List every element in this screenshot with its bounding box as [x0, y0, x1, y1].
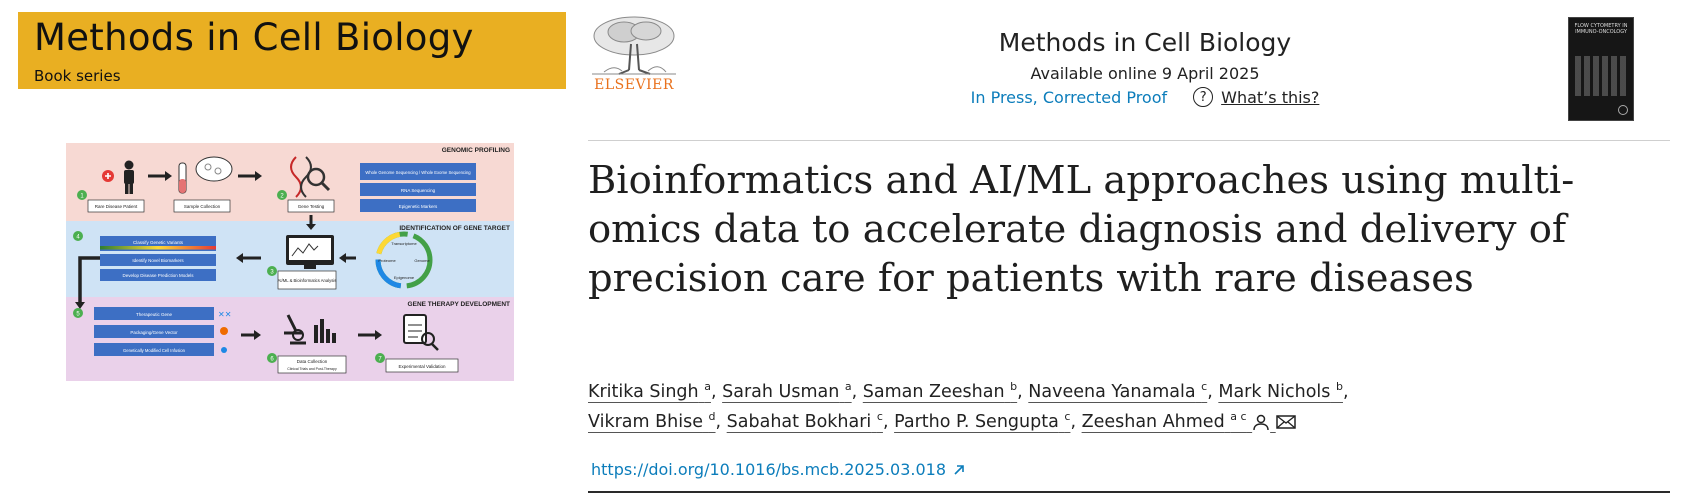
target-box: Develop Disease Prediction Models [122, 273, 194, 278]
elsevier-logo[interactable] [584, 14, 684, 96]
author-link[interactable]: Partho P. Sengupta $^c$ [894, 410, 1071, 432]
cycle-label: Proteome [378, 258, 396, 263]
step-number: 6 [270, 356, 274, 363]
step-label: Data Collection [296, 359, 328, 364]
section-label: GENE THERAPY DEVELOPMENT [407, 301, 510, 308]
sequencing-option: Whole Genome Sequencing / Whole Exome Sequencing [365, 170, 471, 175]
author-link[interactable]: Kritika Singh $^a$ [588, 380, 711, 402]
target-box: Classify Genetic Variants [133, 240, 183, 245]
graphical-abstract[interactable] [66, 143, 514, 381]
section-label: IDENTIFICATION OF GENE TARGET [399, 225, 510, 232]
whats-this-label: What’s this? [1221, 87, 1320, 107]
article-title: Bioinformatics and AI/ML approaches using multi-omics data to accelerate diagnosis and delivery of precision care for patients with rare diseases [588, 158, 1575, 301]
step-number: 4 [76, 234, 80, 241]
therapy-box: Therapeutic Gene [135, 312, 173, 317]
author-link[interactable]: Mark Nichols $^b$ [1218, 380, 1343, 402]
sequencing-option: Epigenetic Markers [398, 204, 438, 209]
target-box: Identify Novel Biomarkers [132, 258, 184, 263]
person-icon [1252, 413, 1270, 431]
series-title[interactable]: Methods in Cell Biology [34, 16, 474, 59]
author-link[interactable]: Sabahat Bokhari $^c$ [726, 410, 883, 432]
article-divider [588, 491, 1670, 493]
header-divider [588, 140, 1670, 141]
therapy-boxes [94, 307, 214, 356]
journal-name[interactable]: Methods in Cell Biology [998, 28, 1292, 57]
step-number: 7 [378, 356, 382, 363]
step-number: 2 [280, 193, 284, 200]
series-subtitle: Book series [34, 67, 121, 85]
data-collection-note: Clinical Trials and Post-Therapy [287, 367, 337, 371]
cycle-label: Epigenome [393, 275, 415, 280]
cycle-label: Genome [414, 258, 430, 263]
cover-title: FLOW CYTOMETRY IN IMMUNO-ONCOLOGY [1574, 23, 1628, 35]
svg-text:✕✕: ✕✕ [218, 310, 232, 319]
series-banner[interactable] [18, 12, 566, 89]
step-label: Rare Disease Patient [94, 204, 138, 209]
computer-analysis-icon [286, 235, 334, 269]
cycle-label: Transcriptome [391, 241, 417, 246]
step-label: Experimental Validation [398, 364, 446, 369]
sequencing-options [360, 163, 476, 212]
journal-header [840, 28, 1450, 107]
in-press-link[interactable]: In Press, Corrected Proof [970, 87, 1168, 107]
whats-this-button[interactable] [1193, 87, 1319, 107]
author-link[interactable]: Naveena Yanamala $^c$ [1028, 380, 1208, 402]
author-link[interactable]: Vikram Bhise $^d$ [588, 410, 716, 432]
doi-link[interactable] [591, 460, 966, 479]
book-cover[interactable] [1568, 17, 1634, 121]
envelope-icon [1276, 414, 1296, 430]
author-link[interactable]: Saman Zeeshan $^b$ [862, 380, 1018, 402]
therapy-box: Packaging/Gene Vector [130, 330, 178, 335]
author-list: Kritika Singh $^a$, Sarah Usman $^a$, Saman Zeeshan $^b$, Naveena Yanamala $^c$, Mark Nichols $^b$, Vikram Bhise $^d$, Sabahat Bokhari $^c$, Partho P. Sengupta $^c$, Zeeshan Ahmed $^{a c}$ [588, 380, 1349, 432]
section-label: GENOMIC PROFILING [441, 147, 510, 154]
sequencing-option: RNA Sequencing [400, 188, 436, 193]
doi-text: https://doi.org/10.1016/bs.mcb.2025.03.018 [591, 460, 947, 479]
step-number: 3 [270, 269, 274, 276]
external-link-arrow-icon [952, 463, 966, 477]
cover-badge [1618, 105, 1628, 115]
step-number: 1 [80, 193, 84, 200]
step-label: Sample Collection [183, 204, 221, 209]
step-label: AI/ML & Bioinformatics Analysis [277, 278, 337, 283]
author-link[interactable]: Sarah Usman $^a$ [722, 380, 852, 402]
availability-date: Available online 9 April 2025 [1030, 64, 1260, 83]
elsevier-tree-icon [584, 14, 684, 76]
author-link-corresponding[interactable]: Zeeshan Ahmed $^{a c}$ [1082, 412, 1296, 432]
elsevier-wordmark: ELSEVIER [594, 77, 674, 93]
question-circle-icon: ? [1193, 87, 1213, 107]
step-label: Gene Testing [297, 204, 325, 209]
status-line [840, 87, 1450, 107]
therapy-box: Genetically Modified Cell Infusion [123, 348, 185, 353]
step-number: 5 [76, 311, 80, 318]
target-boxes [100, 236, 216, 281]
cover-artwork [1575, 56, 1627, 96]
